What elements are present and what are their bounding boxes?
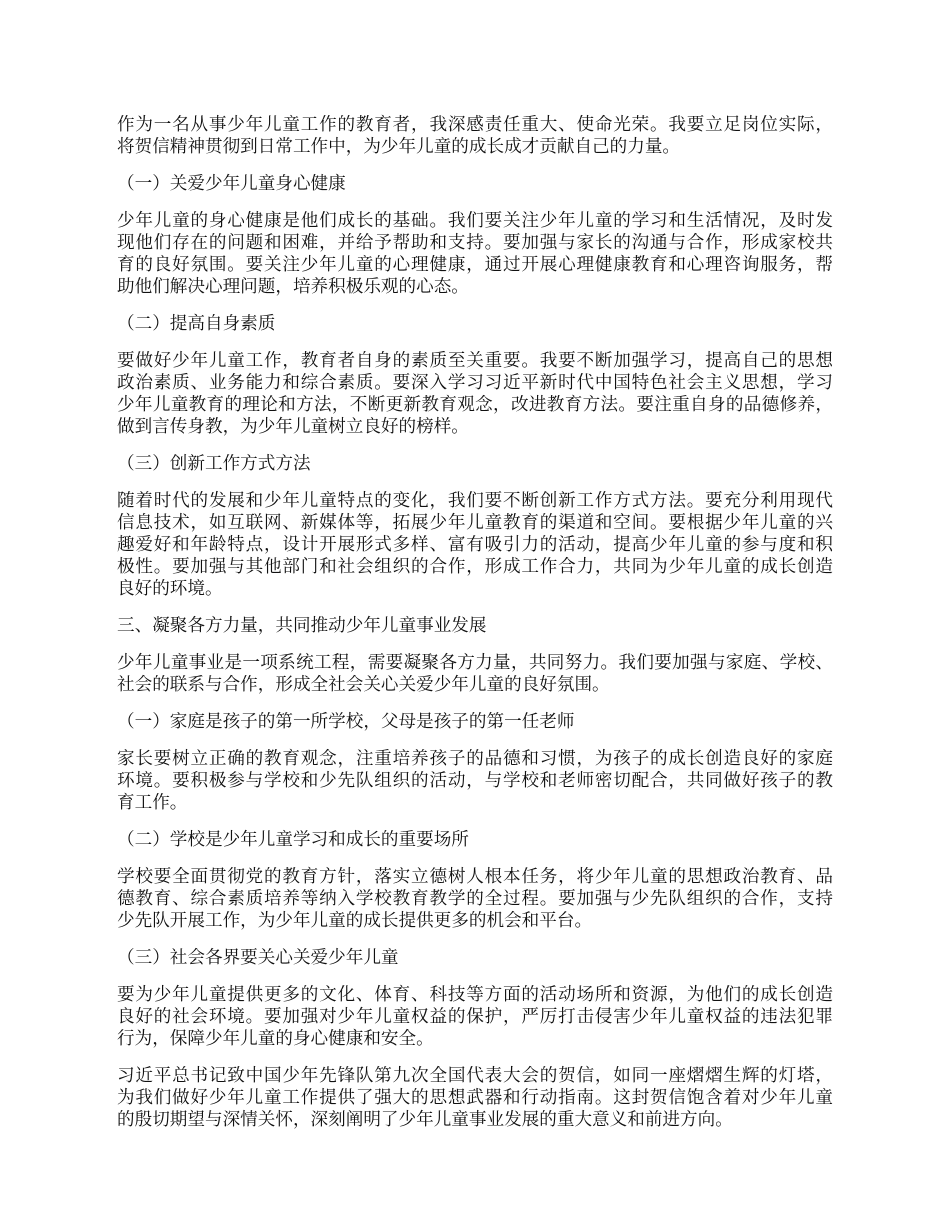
text-line: 良好的社会环境。要加强对少年儿童权益的保护，严厉打击侵害少年儿童权益的违法犯罪 (117, 1007, 833, 1027)
text-line: 要为少年儿童提供更多的文化、体育、科技等方面的活动场所和资源，为他们的成长创造 (117, 985, 833, 1005)
section-heading (117, 711, 833, 733)
text-line: 习近平总书记致中国少年先锋队第九次全国代表大会的贺信，如同一座熠熠生辉的灯塔， (117, 1066, 833, 1086)
text-line: 少先队开展工作，为少年儿童的成长提供更多的机会和平台。 (117, 911, 593, 931)
text-line: （二）提高自身素质 (117, 314, 276, 334)
text-line: 少年儿童的身心健康是他们成长的基础。我们要关注少年儿童的学习和生活情况，及时发 (117, 211, 833, 231)
section-heading (117, 615, 833, 637)
text-line: 信息技术，如互联网、新媒体等，拓展少年儿童教育的渠道和空间。要根据少年儿童的兴 (117, 513, 833, 533)
text-line: 做到言传身教，为少年儿童树立良好的榜样。 (117, 417, 469, 437)
paragraph (117, 652, 833, 696)
text-line: 学校要全面贯彻党的教育方针，落实立德树人根本任务，将少年儿童的思想政治教育、品 (117, 867, 833, 887)
paragraph (117, 114, 833, 158)
text-line: 德教育、综合素质培养等纳入学校教育教学的全过程。要加强与少先队组织的合作，支持 (117, 889, 833, 909)
document-body (117, 114, 833, 1146)
text-line: 家长要树立正确的教育观念，注重培养孩子的品德和习惯，为孩子的成长创造良好的家庭 (117, 749, 833, 769)
text-line: （三）创新工作方式方法 (117, 454, 311, 474)
paragraph (117, 866, 833, 932)
section-heading (117, 313, 833, 335)
paragraph (117, 210, 833, 298)
text-line: （一）关爱少年儿童身心健康 (117, 174, 346, 194)
text-line: （二）学校是少年儿童学习和成长的重要场所 (117, 830, 469, 850)
text-line: 育的良好氛围。要关注少年儿童的心理健康，通过开展心理健康教育和心理咨询服务，帮 (117, 255, 833, 275)
text-line: （三）社会各界要关心关爱少年儿童 (117, 948, 399, 968)
text-line: 将贺信精神贯彻到日常工作中，为少年儿童的成长成才贡献自己的力量。 (117, 137, 681, 157)
section-heading (117, 829, 833, 851)
section-heading (117, 453, 833, 475)
paragraph (117, 1065, 833, 1131)
paragraph (117, 984, 833, 1050)
text-line: 少年儿童教育的理论和方法，不断更新教育观念，改进教育方法。要注重自身的品德修养， (117, 395, 833, 415)
paragraph (117, 350, 833, 438)
section-heading (117, 947, 833, 969)
paragraph (117, 490, 833, 600)
text-line: 现他们存在的问题和困难，并给予帮助和支持。要加强与家长的沟通与合作，形成家校共 (117, 233, 833, 253)
text-line: 行为，保障少年儿童的身心健康和安全。 (117, 1029, 434, 1049)
text-line: 环境。要积极参与学校和少先队组织的活动，与学校和老师密切配合，共同做好孩子的教 (117, 771, 833, 791)
text-line: 趣爱好和年龄特点，设计开展形式多样、富有吸引力的活动，提高少年儿童的参与度和积 (117, 535, 833, 555)
text-line: 要做好少年儿童工作，教育者自身的素质至关重要。我要不断加强学习，提高自己的思想 (117, 351, 833, 371)
text-line: 政治素质、业务能力和综合素质。要深入学习习近平新时代中国特色社会主义思想，学习 (117, 373, 833, 393)
text-line: 三、凝聚各方力量，共同推动少年儿童事业发展 (117, 616, 487, 636)
text-line: 良好的环境。 (117, 579, 223, 599)
text-line: 助他们解决心理问题，培养积极乐观的心态。 (117, 277, 469, 297)
text-line: 社会的联系与合作，形成全社会关心关爱少年儿童的良好氛围。 (117, 675, 610, 695)
paragraph (117, 748, 833, 814)
text-line: 育工作。 (117, 793, 188, 813)
text-line: 为我们做好少年儿童工作提供了强大的思想武器和行动指南。这封贺信饱含着对少年儿童 (117, 1088, 833, 1108)
section-heading (117, 173, 833, 195)
text-line: 的殷切期望与深情关怀，深刻阐明了少年儿童事业发展的重大意义和前进方向。 (117, 1110, 733, 1130)
text-line: 极性。要加强与其他部门和社会组织的合作，形成工作合力，共同为少年儿童的成长创造 (117, 557, 833, 577)
text-line: 随着时代的发展和少年儿童特点的变化，我们要不断创新工作方式方法。要充分利用现代 (117, 491, 833, 511)
text-line: （一）家庭是孩子的第一所学校，父母是孩子的第一任老师 (117, 712, 575, 732)
text-line: 作为一名从事少年儿童工作的教育者，我深感责任重大、使命光荣。我要立足岗位实际， (117, 115, 833, 135)
text-line: 少年儿童事业是一项系统工程，需要凝聚各方力量，共同努力。我们要加强与家庭、学校、 (117, 653, 833, 673)
